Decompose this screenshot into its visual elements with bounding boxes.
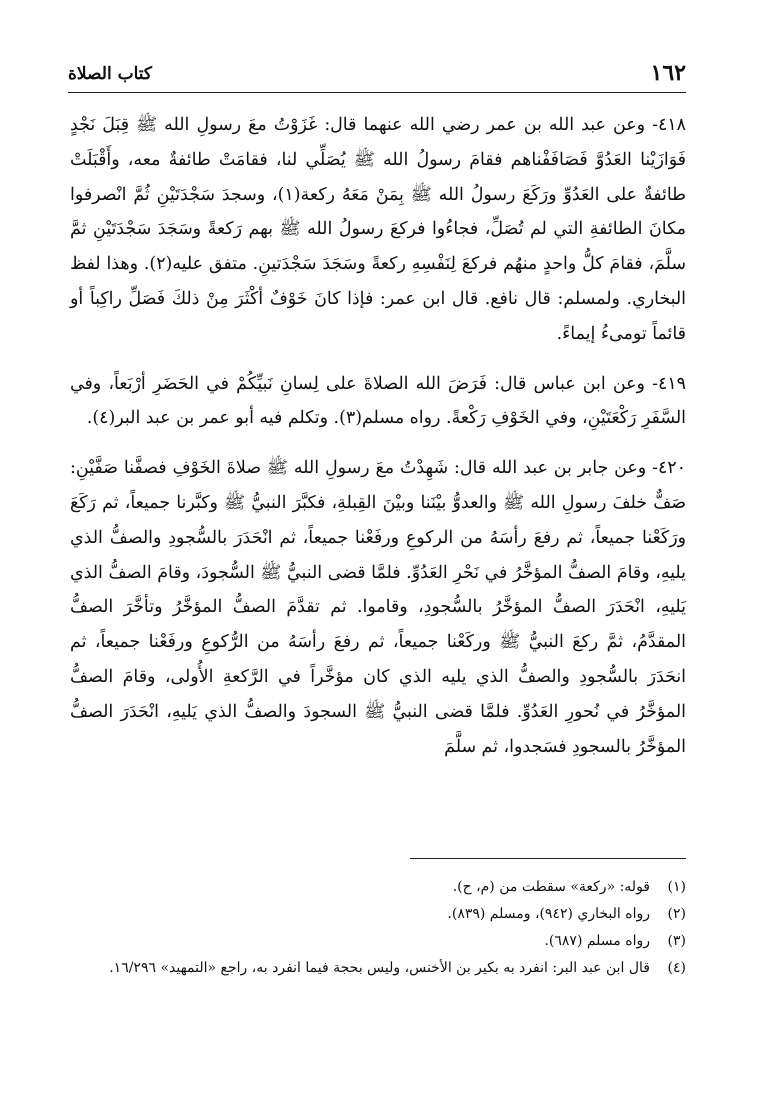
footnote-text: رواه البخاري (٩٤٢)، ومسلم (٨٣٩). bbox=[447, 906, 650, 922]
footnote-number: (٣) bbox=[667, 933, 686, 949]
footnote-text: قوله: «ركعة» سقطت من (م، ح). bbox=[452, 879, 650, 895]
footnote-text: رواه مسلم (٦٨٧). bbox=[544, 933, 650, 949]
footnote-divider bbox=[410, 858, 686, 859]
hadith-420: ٤٢٠- وعن جابر بن عبد الله قال: شَهِدْتُ معَ رسولِ الله ﷺ صلاةَ الخَوْفِ فصفَّنا صَفَّيْنِ: صَفٌّ خلفَ رسولِ الله ﷺ والعدوُّ بيْنَنا وبيْنَ القِبلةِ، فكبَّرَ النبيُّ ﷺ وكبَّرنا جميعاً، ثم رَكَعَ ورَكَعْنا جميعاً، ثم رفعَ رأسَهُ من الركوعِ ورفَعْنا جميعاً، ثم انْحَدَرَ بالسُّجودِ والصفُّ الذي يليهِ، وقامَ الصفُّ المؤخَّرُ في نَحْرِ العَدُوِّ. فلمَّا قضى النبيُّ ﷺ السُّجودَ، وقامَ الصفُّ الذي يَليهِ، انْحَدَرَ الصفُّ المؤخَّرُ بالسُّجودِ، وقاموا. ثم تقدَّمَ الصفُّ المؤخَّرُ وتأخَّرَ الصفُّ المقدَّمُ، ثمَّ ركعَ النبيُّ ﷺ وركَعْنا جميعاً، ثم رفعَ رأسَهُ من الرُّكوعِ ورفَعْنا جميعاً، ثم انحَدَرَ بالسُّجودِ والصفُّ الذي يليه الذي كان مؤخَّراً في الرَّكعةِ الأُولى، وقامَ الصفُّ المؤخَّرُ في نُحورِ العَدُوِّ. فلمَّا قضى النبيُّ ﷺ السجودَ والصفُّ الذي يَليهِ، انْحَدَرَ الصفُّ المؤخَّرُ بالسجودِ فسَجدوا، ثم سلَّمَ bbox=[70, 458, 686, 757]
footnote-number: (١) bbox=[667, 879, 686, 895]
book-title: كتاب الصلاة bbox=[68, 64, 153, 84]
page-number: ١٦٢ bbox=[650, 60, 686, 86]
hadith-419: ٤١٩- وعن ابن عباس قال: فَرَضَ الله الصلاةَ على لِسانِ نَبيِّكُمْ في الحَضَرِ أرْبَعاً، وفي السَّفَرِ رَكْعَتَيْنِ، وفي الخَوْفِ رَكْعةً. رواه مسلم(٣). وتكلم فيه أبو عمر بن عبد البر(٤). bbox=[70, 373, 686, 429]
footnote-text: قال ابن عبد البر: انفرد به بكير بن الأخنس، وليس بحجة فيما انفرد به، راجع «التمهيد» ١٦/٢٩٦. bbox=[109, 960, 650, 976]
footnote-item bbox=[70, 955, 686, 982]
footnote-item bbox=[70, 928, 686, 955]
footnote-number: (٢) bbox=[667, 906, 686, 922]
footnote-item bbox=[70, 874, 686, 901]
page-header bbox=[68, 58, 686, 88]
main-text bbox=[70, 108, 686, 779]
header-divider bbox=[68, 92, 686, 93]
footnotes bbox=[70, 874, 686, 982]
hadith-418: ٤١٨- وعن عبد الله بن عمر رضي الله عنهما قال: غَزَوْتُ معَ رسولِ الله ﷺ قِبَلَ نَجْدٍ فَوَازَيْنا العَدُوَّ فَصَافَفْناهم فقامَ رسولُ الله ﷺ يُصَلِّي لنا، فقامَتْ طائفةٌ معه، وأَقْبَلَتْ طائفةٌ على العَدُوِّ ورَكَعَ رسولُ الله ﷺ بِمَنْ مَعَهُ ركعة(١)، وسجدَ سَجْدَتَيْنِ ثُمَّ انْصرفوا مكانَ الطائفةِ التي لم تُصَلِّ، فجاءُوا فركعَ رسولُ الله ﷺ بهم رَكعةً وسَجَدَ سَجْدَتَيْنِ ثمَّ سلَّمَ، فقامَ كلُّ واحدٍ منهُم فركعَ لِنَفْسِهِ ركعةً وسَجَدَ سَجْدَتينِ. متفق عليه(٢). وهذا لفظ البخاري. ولمسلم: قال نافع. قال ابن عمر: فإذا كانَ خَوْفٌ أكْثَرَ مِنْ ذلكَ فَصَلِّ راكِباً أو قائماً تومىءُ إيماءً. bbox=[70, 115, 686, 344]
footnote-item bbox=[70, 901, 686, 928]
footnote-number: (٤) bbox=[667, 960, 686, 976]
